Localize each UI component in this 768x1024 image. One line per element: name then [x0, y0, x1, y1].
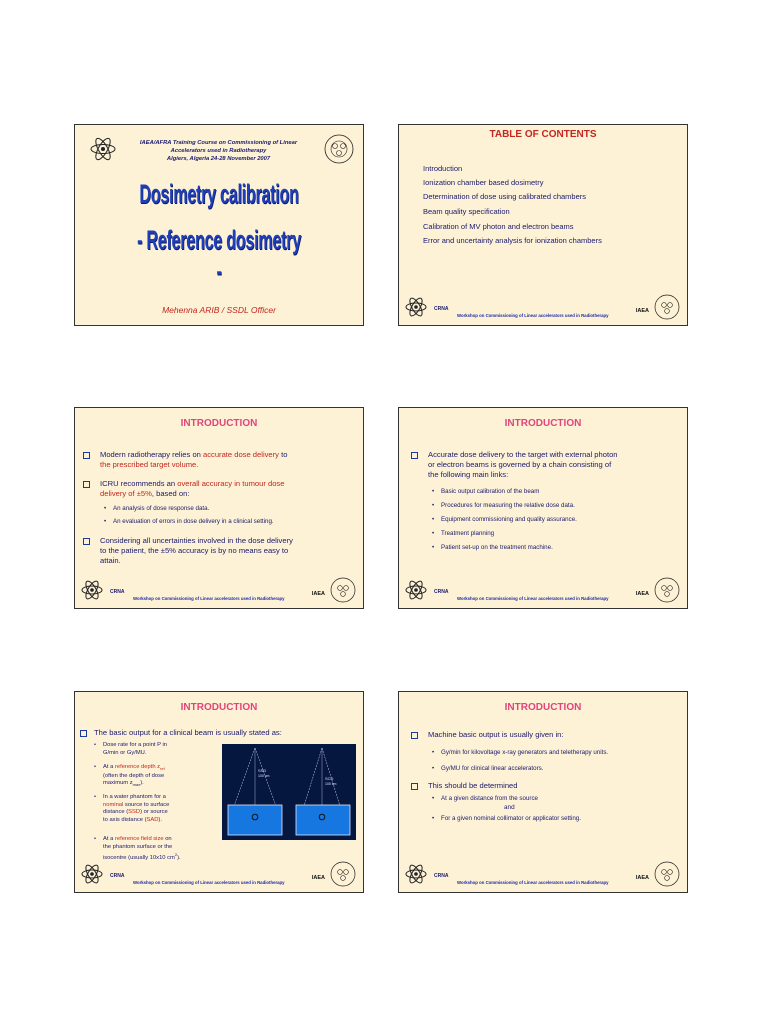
- bullet: ICRU recommends an overall accuracy in tumour dose delivery of ±5%, based on:: [100, 479, 355, 499]
- and-label: and: [504, 804, 515, 811]
- bullet-box-icon: [83, 481, 90, 488]
- iaea-label: IAEA: [635, 875, 649, 881]
- toc-item: Ionization chamber based dosimetry: [423, 178, 544, 187]
- sub-bullet: • Gy/min for kilovoltage x-ray generators and teletherapy units.: [441, 749, 608, 757]
- diagram-ssd-label: SSD: [258, 768, 267, 773]
- iaea-logo-icon: [404, 862, 428, 886]
- sub-bullet: • Dose rate for a point P in G/min or Gy/MU.: [103, 742, 167, 757]
- course-line: Algiers, Algeria 24-28 November 2007: [166, 156, 271, 162]
- sub-bullet: • Basic output calibration of the beam: [441, 488, 539, 496]
- bullet-box-icon: [411, 783, 418, 790]
- crna-logo-icon: [653, 293, 681, 321]
- sub-bullet: • An evaluation of errors in dose delivery in a clinical setting.: [113, 518, 274, 526]
- slide-footer: [399, 291, 687, 325]
- slide-introduction-4: [398, 691, 688, 893]
- author: Mehenna ARIB / SSDL Officer: [162, 305, 276, 315]
- course-line: IAEA/AFRA Training Course on Commissioning of Linear: [139, 140, 298, 146]
- sub-bullet: • For a given nominal collimator or applicator setting.: [441, 815, 581, 823]
- bullet-box-icon: [83, 538, 90, 545]
- bullet: The basic output for a clinical beam is usually stated as:: [94, 728, 359, 738]
- sub-bullet: • An analysis of dose response data.: [113, 505, 209, 513]
- workshop-label: Workshop on Commissioning of Linear accelerators used in Radiotherapy: [457, 596, 609, 601]
- bullet-box-icon: [83, 452, 90, 459]
- iaea-label: IAEA: [311, 875, 325, 881]
- sub-bullet: • Treatment planning: [441, 530, 494, 538]
- crna-label: CRNA: [434, 873, 449, 879]
- workshop-label: Workshop on Commissioning of Linear accelerators used in Radiotherapy: [457, 880, 609, 885]
- iaea-label: IAEA: [635, 308, 649, 314]
- slide-introduction-3: [74, 691, 364, 893]
- slide-footer: [399, 858, 687, 892]
- iaea-logo-icon: [80, 862, 104, 886]
- slide-table-of-contents: [398, 124, 688, 326]
- crna-label: CRNA: [434, 306, 449, 312]
- bullet-box-icon: [411, 452, 418, 459]
- bullet: Machine basic output is usually given in:: [428, 730, 680, 740]
- bullet: Considering all uncertainties involved in the dose delivery to the patient, the ±5% accuracy is by no means easy to attain.: [100, 536, 355, 566]
- sub-bullet: • At a given distance from the source: [441, 795, 538, 803]
- ssd-sad-setup-diagram: [222, 744, 356, 840]
- course-line: Accelerators used in Radiotherapy: [170, 148, 267, 154]
- slide-heading: INTRODUCTION: [504, 418, 582, 429]
- slide-heading: TABLE OF CONTENTS: [489, 129, 597, 140]
- crna-label: CRNA: [110, 589, 125, 595]
- bullet-box-icon: [80, 730, 87, 737]
- toc-item: Beam quality specification: [423, 207, 510, 216]
- workshop-label: Workshop on Commissioning of Linear accelerators used in Radiotherapy: [457, 313, 609, 318]
- slide-footer: [75, 858, 363, 892]
- sub-bullet: • Equipment commissioning and quality assurance.: [441, 516, 577, 524]
- slide-main-subtitle: - Reference dosimetry -: [137, 225, 301, 286]
- crna-logo-icon: [323, 133, 355, 165]
- slide-heading: INTRODUCTION: [180, 702, 258, 713]
- crna-logo-icon: [329, 576, 357, 604]
- iaea-logo-icon: [80, 578, 104, 602]
- diagram-ssd-value: 100 cm: [258, 774, 270, 778]
- crna-logo-icon: [653, 576, 681, 604]
- sub-bullet: • At a reference depth $z_{ref}$ (often the depth of dose maximum $z_{max}$).: [103, 764, 165, 789]
- slide-heading: INTRODUCTION: [504, 702, 582, 713]
- bullet: Accurate dose delivery to the target with external photon or electron beams is governed by a chain consisting of the following main links:: [428, 450, 680, 480]
- bullet: Modern radiotherapy relies on accurate dose delivery to the prescribed target volume.: [100, 450, 355, 470]
- iaea-label: IAEA: [311, 591, 325, 597]
- bullet: This should be determined: [428, 781, 680, 791]
- slide-footer: [75, 574, 363, 608]
- crna-label: CRNA: [434, 589, 449, 595]
- sub-bullet: • In a water phantom for a nominal source to surface distance (SSD) or source to axis distance (SAD).: [103, 794, 169, 824]
- workshop-label: Workshop on Commissioning of Linear accelerators used in Radiotherapy: [133, 880, 285, 885]
- iaea-logo-icon: [404, 578, 428, 602]
- toc-item: Determination of dose using calibrated chambers: [423, 192, 587, 201]
- bullet-box-icon: [411, 732, 418, 739]
- slide-main-title: Dosimetry calibration: [139, 179, 299, 209]
- sub-bullet: • Gy/MU for clinical linear accelerators.: [441, 765, 543, 773]
- crna-logo-icon: [653, 860, 681, 888]
- diagram-scd-value: 100 cm: [325, 782, 337, 786]
- slide-introduction-1: [74, 407, 364, 609]
- sub-bullet: • Patient set-up on the treatment machine.: [441, 544, 553, 552]
- toc-item: Calibration of MV photon and electron beams: [423, 222, 574, 231]
- sub-bullet: • Procedures for measuring the relative dose data.: [441, 502, 575, 510]
- iaea-logo-icon: [404, 295, 428, 319]
- workshop-label: Workshop on Commissioning of Linear accelerators used in Radiotherapy: [133, 596, 285, 601]
- iaea-label: IAEA: [635, 591, 649, 597]
- toc-item: Error and uncertainty analysis for ionization chambers: [423, 236, 602, 245]
- toc-item: Introduction: [423, 164, 463, 173]
- iaea-logo-icon: [89, 135, 117, 163]
- sub-bullet: • At a reference field size on the phantom surface or the isocentre (usually 10x10 $cm^2$).: [103, 836, 181, 863]
- slide-heading: INTRODUCTION: [180, 418, 258, 429]
- slide-introduction-2: [398, 407, 688, 609]
- slide-title: [74, 124, 364, 326]
- crna-label: CRNA: [110, 873, 125, 879]
- diagram-scd-label: SCD: [325, 776, 334, 781]
- crna-logo-icon: [329, 860, 357, 888]
- slide-footer: [399, 574, 687, 608]
